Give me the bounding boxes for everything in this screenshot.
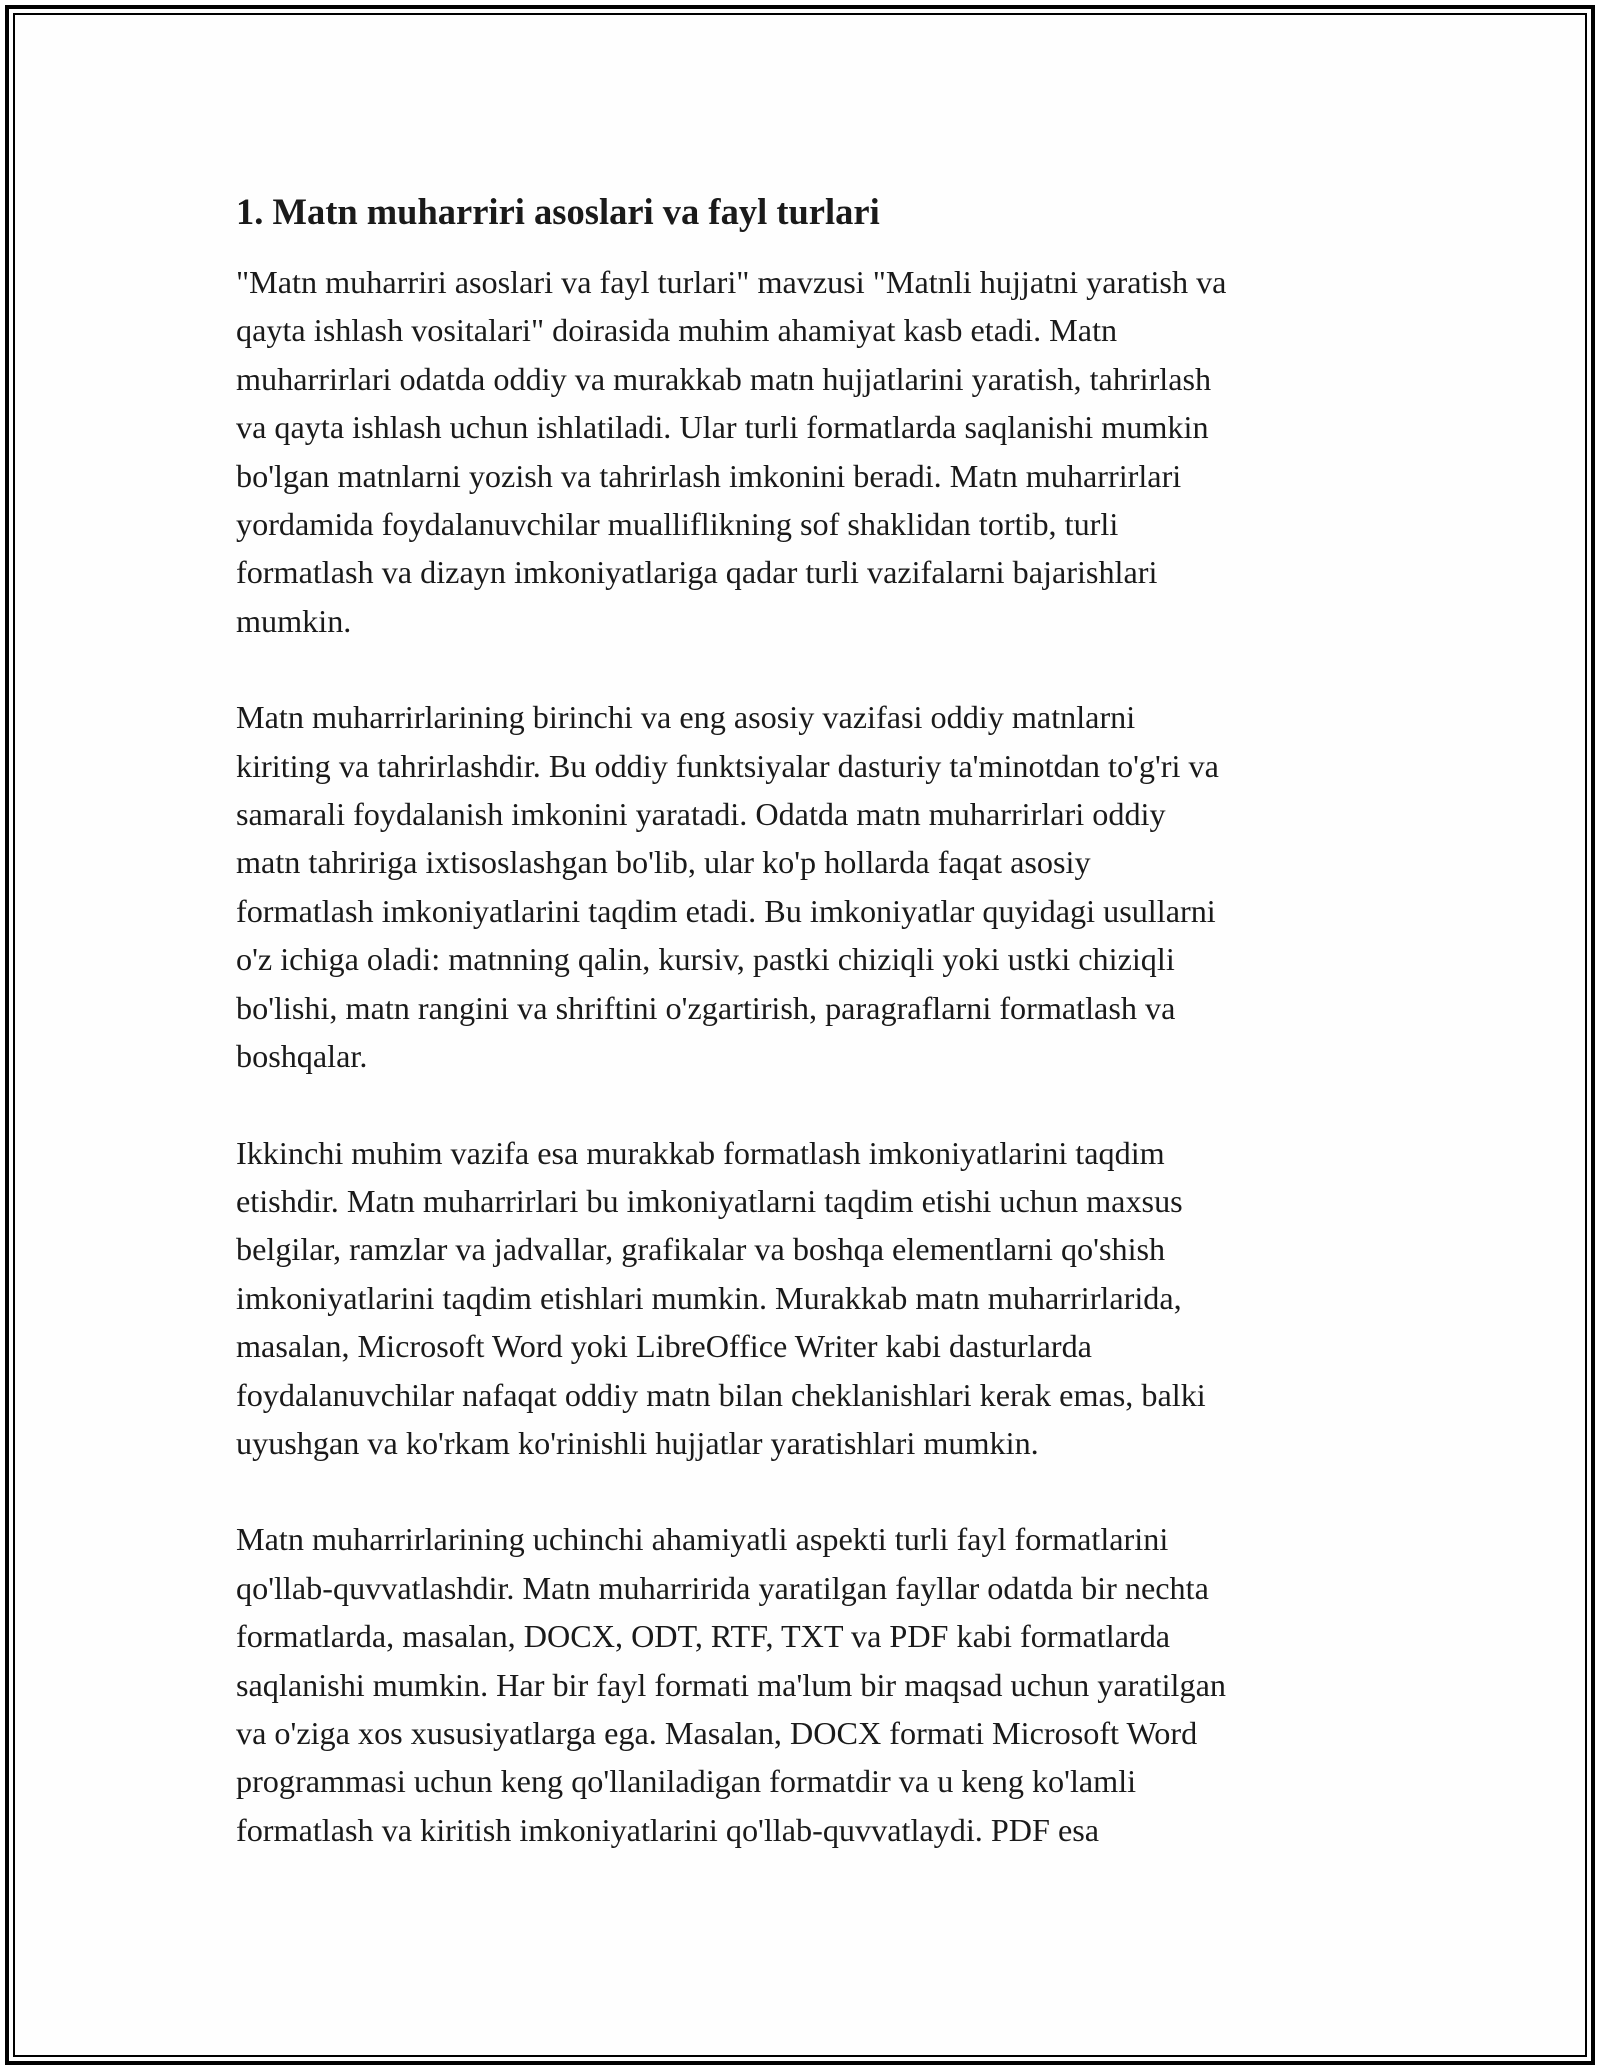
text-line: muharrirlari odatda oddiy va murakkab matn hujjatlarini yaratish, tahrirlash [236,360,1212,397]
text-line: masalan, Microsoft Word yoki LibreOffice Writer kabi dasturlarda [236,1328,1092,1365]
text-line: bo'lishi, matn rangini va shriftini o'zgartirish, paragraflarni formatlash va [236,989,1176,1026]
text-line: qo'llab-quvvatlashdir. Matn muharririda yaratilgan fayllar odatda bir nechta [236,1569,1209,1606]
text-line: Matn muharrirlarining birinchi va eng asosiy vazifasi oddiy matnlarni [236,699,1136,736]
text-line: saqlanishi mumkin. Har bir fayl formati ma'lum bir maqsad uchun yaratilgan [236,1666,1226,1703]
text-line: belgilar, ramzlar va jadvallar, grafikalar va boshqa elementlarni qo'shish [236,1231,1166,1268]
text-line: o'z ichiga oladi: matnning qalin, kursiv, pastki chiziqli yoki ustki chiziqli [236,941,1175,978]
paragraph-4 [236,1515,1386,1854]
text-line: qayta ishlash vositalari" doirasida muhim ahamiyat kasb etadi. Matn [236,312,1118,349]
text-line: boshqalar. [236,1038,368,1075]
text-line: formatlash imkoniyatlarini taqdim etadi. Bu imkoniyatlar quyidagi usullarni [236,892,1216,929]
text-line: kiriting va tahrirlashdir. Bu oddiy funktsiyalar dasturiy ta'minotdan to'g'ri va [236,747,1219,784]
text-line: formatlash va kiritish imkoniyatlarini qo'llab-quvvatlaydi. PDF esa [236,1811,1100,1848]
section-heading: 1. Matn muharriri asoslari va fayl turlari [236,191,880,232]
text-line: formatlarda, masalan, DOCX, ODT, RTF, TXT va PDF kabi formatlarda [236,1618,1171,1655]
text-line: etishdir. Matn muharrirlari bu imkoniyatlarni taqdim etishi uchun maxsus [236,1182,1183,1219]
text-line: foydalanuvchilar nafaqat oddiy matn bilan cheklanishlari kerak emas, balki [236,1376,1206,1413]
paragraph-2 [236,693,1386,1080]
document-content [236,186,1386,1902]
text-line: Ikkinchi muhim vazifa esa murakkab formatlash imkoniyatlarini taqdim [236,1134,1165,1171]
text-line: samarali foydalanish imkonini yaratadi. Odatda matn muharrirlari oddiy [236,796,1166,833]
text-line: uyushgan va ko'rkam ko'rinishli hujjatlar yaratishlari mumkin. [236,1424,1039,1461]
text-line: programmasi uchun keng qo'llaniladigan formatdir va u keng ko'lamli [236,1763,1137,1800]
paragraph-3 [236,1129,1386,1468]
text-line: bo'lgan matnlarni yozish va tahrirlash imkonini beradi. Matn muharrirlari [236,457,1182,494]
paragraph-1 [236,258,1386,645]
text-line: formatlash va dizayn imkoniyatlariga qadar turli vazifalarni bajarishlari [236,554,1158,591]
text-line: "Matn muharriri asoslari va fayl turlari" mavzusi "Matnli hujjatni yaratish va [236,264,1227,300]
text-line: va o'ziga xos xususiyatlarga ega. Masalan, DOCX formati Microsoft Word [236,1714,1198,1751]
text-line: yordamida foydalanuvchilar mualliflikning sof shaklidan tortib, turli [236,506,1119,543]
text-line: imkoniyatlarini taqdim etishlari mumkin. Murakkab matn muharrirlarida, [236,1279,1182,1316]
text-line: matn tahririga ixtisoslashgan bo'lib, ular ko'p hollarda faqat asosiy [236,844,1091,881]
text-line: mumkin. [236,602,352,639]
text-line: va qayta ishlash uchun ishlatiladi. Ular turli formatlarda saqlanishi mumkin [236,409,1209,446]
text-line: Matn muharrirlarining uchinchi ahamiyatli aspekti turli fayl formatlarini [236,1521,1169,1558]
